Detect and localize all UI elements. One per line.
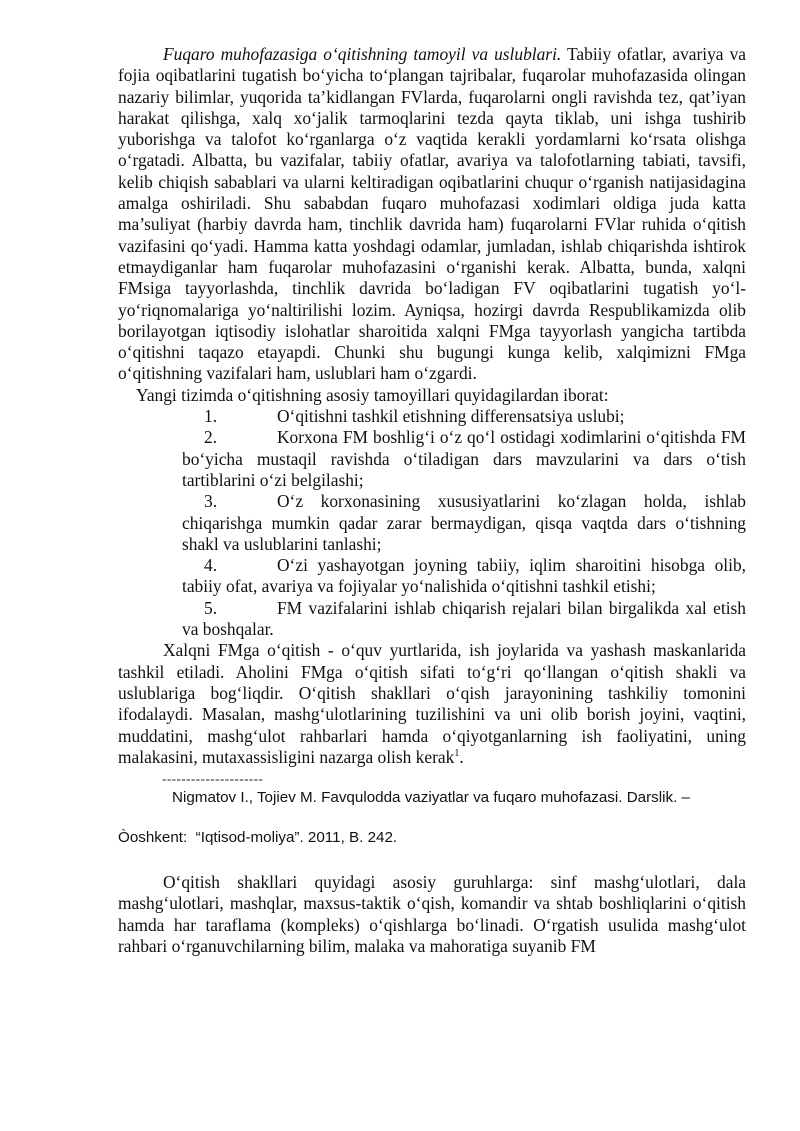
list-item: [182, 555, 746, 598]
list-item-text: O‘z korxonasining xususiyatlarini ko‘zlagan holda, ishlab chiqarishga mumkin qadar zarar bermaydigan, qisqa vaqtda dars o‘tishning shakl va uslublarini tanlashi;: [182, 491, 746, 554]
document-page: [118, 44, 746, 957]
list-item: [182, 406, 746, 427]
list-item: [182, 598, 746, 641]
list-item-text: Korxona FM boshlig‘i o‘z qo‘l ostidagi xodimlarini o‘qitishda FM bo‘yicha mustaqil ravishda o‘tiladigan dars mavzularini va dars o‘tish tartiblarini o‘zi belgilashi;: [182, 427, 746, 490]
paragraph-training: [118, 640, 746, 768]
list-item-number: 2.: [204, 427, 218, 448]
footnote-line: Nigmatov I., Tojiev M. Favqulodda vaziyatlar va fuqaro muhofazasi. Darslik. –: [172, 789, 691, 807]
footnote-reference: 1: [454, 748, 460, 759]
list-item: [182, 491, 746, 555]
principles-intro: Yangi tizimda o‘qitishning asosiy tamoyillari quyidagilardan iborat:: [136, 384, 609, 405]
footnote: [118, 788, 746, 848]
paragraph-body: Xalqni FMga o‘qitish - o‘quv yurtlarida, ish joylarida va yashash maskanlarida tashkil etiladi. Aholini FMga o‘qitish sifati to‘g‘ri qo‘llangan o‘qitish shakli va uslublariga bog‘liqdir. O‘qitish shakllari o‘qish jarayonining tashkiliy tomonini ifodalaydi. Masalan, mashg‘ulotlarining tuzilishini va uni olib borish joyini, vaqtini, muddatini, mashg‘ulot rahbarlari hamda o‘qiyotganlarning ish faoliyatini, uning malakasini, mutaxassisligini nazarga olish kerak: [118, 640, 746, 767]
list-item-text: O‘qitishni tashkil etishning differensatsiya uslubi;: [277, 406, 625, 427]
list-item-number: 5.: [204, 597, 218, 618]
list-item-text: O‘zi yashayotgan joyning tabiiy, iqlim sharoitini hisobga olib, tabiiy ofat, avariya va fojiyalar yo‘nalishida o‘qitishni tashkil etishi;: [182, 555, 746, 597]
list-item: [182, 427, 746, 491]
paragraph-principles: [118, 44, 746, 385]
list-item-number: 1.: [204, 406, 218, 427]
footnote-divider: ---------------------: [162, 771, 264, 787]
footnote-line: Òoshkent: “Iqtisod-moliya”. 2011, B. 242.: [118, 829, 398, 847]
list-item-number: 3.: [204, 491, 218, 512]
paragraph-end: .: [459, 746, 464, 767]
paragraph-training-forms: O‘qitish shakllari quyidagi asosiy guruhlarga: sinf mashg‘ulotlari, dala mashg‘ulotlari, mashqlar, maxsus-taktik o‘qish, komandir va shtab boshliqlarini o‘qitish hamda har taraflama (kompleks) o‘qishlarga bo‘linadi. O‘rgatish usulida mashg‘ulot rahbari o‘rganuvchilarning bilim, malaka va mahoratiga suyanib FM: [118, 872, 746, 956]
section-lead-heading: Fuqaro muhofazasiga o‘qitishning tamoyil va uslublari.: [163, 44, 562, 64]
principles-list: [118, 406, 746, 640]
paragraph-body: Tabiiy ofatlar, avariya va fojia oqibatlarini tugatish bo‘yicha to‘plangan tajribalar, fuqarolar muhofazasida olingan nazariy bilimlar, yuqorida ta’kidlangan FVlarda, fuqarolarni ongli ravishda tez, qat’iyan harakat qilishga, xalq xo‘jalik tarmoqlarini tezda qayta tiklab, uni ishga tushirib yuborishga va talofot ko‘rganlarga o‘z vaqtida kerakli yordamlarni ko‘rsata olishga o‘rgatadi. Albatta, bu vazifalar, tabiiy ofatlar, avariya va talofotlarning tabiati, tavsifi, kelib chiqish sabablari va ularni keltiradigan oqibatlarini chuqur o‘rganish natijasidagina amalga oshiriladi. Shu sababdan fuqaro muhofazasi xodimlari oldiga juda katta ma’suliyat (harbiy davrda ham, tinchlik davrida ham) fuqarolarni FVlar ruhida o‘qitish vazifasini qo‘yadi. Hamma katta yoshdagi odamlar, jumladan, ishlab chiqarishda ishtirok etmaydiganlar ham fuqarolar muhofazasini o‘rganishi kerak. Albatta, bunda, xalqni FMsiga tayyorlashda, tinchlik davrida bo‘ladigan FV oqibatlarini tugatish yo‘l-yo‘riqnomalariga yo‘naltirilishi lozim. Ayniqsa, hozirgi davrda Respublikamizda olib borilayotgan iqtisodiy islohatlar sharoitida xalqni FMga tayyorlash yangicha tartibda o‘qitishni taqazo etayapdi. Chunki shu bugungi kunga kelib, xalqimizni FMga o‘qitishning vazifalari ham, uslublari ham o‘zgardi.: [118, 44, 746, 384]
list-item-text: FM vazifalarini ishlab chiqarish rejalari bilan birgalikda xal etish va boshqalar.: [182, 597, 746, 640]
list-item-number: 4.: [204, 555, 218, 576]
